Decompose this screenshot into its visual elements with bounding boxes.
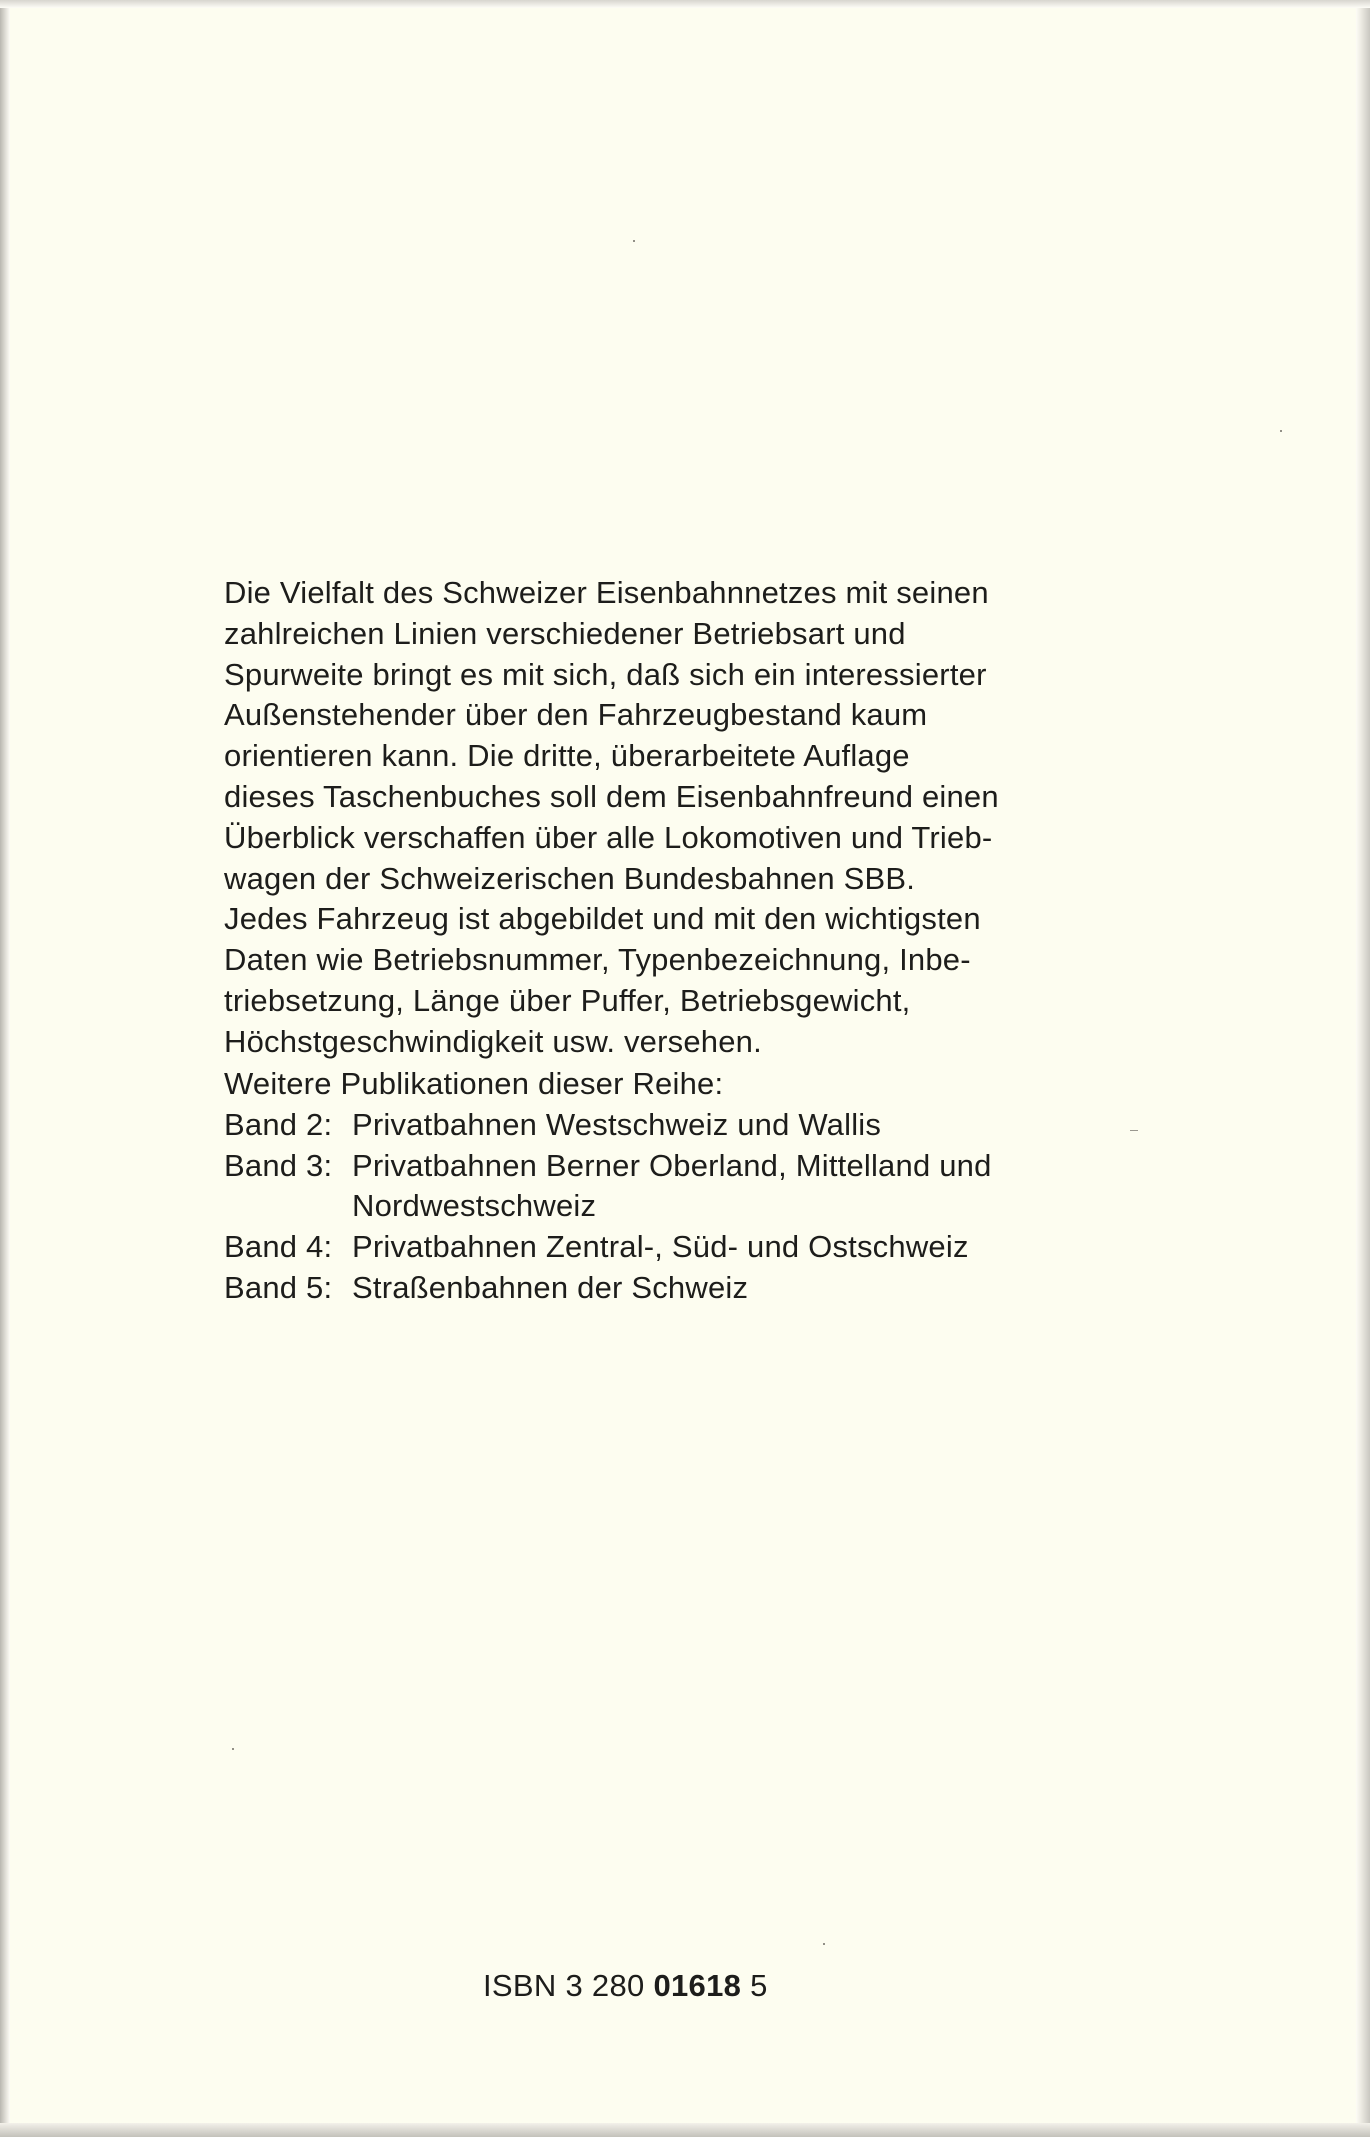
volume-label: Band 4: — [224, 1229, 333, 1265]
isbn-bold-part: 01618 — [653, 1968, 742, 2003]
publication-item — [224, 1146, 1124, 1228]
blurb-line: Spurweite bringt es mit sich, daß sich ein interessierter — [224, 656, 987, 692]
scan-border-bottom — [0, 2123, 1370, 2137]
scan-mark — [1130, 1130, 1138, 1131]
blurb-line: zahlreichen Linien verschiedener Betriebsart und — [224, 615, 906, 651]
blurb-line: Daten wie Betriebsnummer, Typenbezeichnung, Inbe- — [224, 942, 971, 978]
scan-border-right — [1356, 0, 1370, 2137]
publications-heading: Weitere Publikationen dieser Reihe: — [224, 1066, 724, 1101]
volume-label: Band 2: — [224, 1106, 333, 1142]
scan-speck — [823, 1943, 825, 1945]
volume-label: Band 5: — [224, 1269, 333, 1305]
blurb-paragraph — [224, 573, 1124, 1063]
publication-item — [224, 1227, 1124, 1268]
blurb-line: Jedes Fahrzeug ist abgebildet und mit den wichtigsten — [224, 901, 981, 937]
blurb-line: Außenstehender über den Fahrzeugbestand kaum — [224, 697, 928, 733]
blurb-line: dieses Taschenbuches soll dem Eisenbahnfreund einen — [224, 778, 999, 814]
volume-title — [352, 1268, 748, 1309]
blurb-line: Höchstgeschwindigkeit usw. versehen. — [224, 1023, 762, 1059]
isbn-number — [483, 1966, 768, 2006]
scan-speck — [633, 240, 635, 242]
scan-speck — [232, 1748, 234, 1750]
isbn-prefix: ISBN 3 280 — [483, 1968, 645, 2003]
blurb-line: orientieren kann. Die dritte, überarbeitete Auflage — [224, 738, 910, 774]
scan-border-left — [0, 0, 10, 2137]
isbn-check-digit: 5 — [750, 1968, 768, 2003]
publication-item — [224, 1268, 1124, 1309]
volume-title — [352, 1146, 992, 1228]
blurb-line: Überblick verschaffen über alle Lokomotiven und Trieb- — [224, 819, 993, 855]
volume-label: Band 3: — [224, 1147, 333, 1183]
publications-list — [224, 1064, 1124, 1309]
volume-title — [352, 1105, 881, 1146]
blurb-line: Die Vielfalt des Schweizer Eisenbahnnetzes mit seinen — [224, 575, 989, 610]
volume-title-line: Nordwestschweiz — [352, 1188, 597, 1224]
volume-title — [352, 1227, 969, 1268]
volume-title-line: Privatbahnen Westschweiz und Wallis — [352, 1106, 882, 1142]
blurb-line: wagen der Schweizerischen Bundesbahnen SBB. — [224, 860, 916, 896]
blurb-line: triebsetzung, Länge über Puffer, Betriebsgewicht, — [224, 982, 911, 1018]
scan-border-top — [0, 0, 1370, 8]
volume-title-line: Privatbahnen Berner Oberland, Mittelland und — [352, 1147, 992, 1183]
scan-speck — [1280, 430, 1282, 432]
volume-title-line: Straßenbahnen der Schweiz — [352, 1269, 749, 1305]
publication-item — [224, 1105, 1124, 1146]
volume-title-line: Privatbahnen Zentral-, Süd- und Ostschweiz — [352, 1229, 969, 1265]
